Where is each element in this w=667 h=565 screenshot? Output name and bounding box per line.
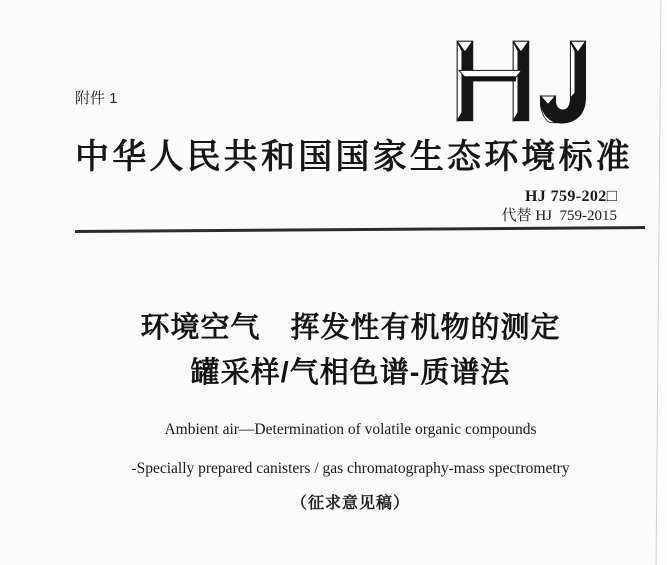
document-title-en-line2: -Specially prepared canisters / gas chromatography-mass spectrometry	[131, 460, 570, 477]
document-title-en-line1: Ambient air—Determination of volatile organic compounds	[164, 421, 537, 438]
standard-number-line	[75, 186, 617, 206]
national-standard-header: 中华人民共和国国家生态环境标准	[75, 139, 633, 176]
year-placeholder-box: □	[606, 186, 617, 205]
replaces-note: 代替 HJ 759-2015	[501, 208, 617, 224]
standard-number: HJ 759-202	[524, 188, 607, 205]
document-title-cn-line2: 罐采样/气相色谱-质谱法	[190, 357, 511, 389]
hj-logo-bevel	[459, 70, 522, 76]
document-title-cn-line1: 环境空气 挥发性有机物的测定	[140, 312, 561, 344]
hj-logo-bevel	[457, 42, 462, 121]
attachment-label: 附件 1	[75, 90, 118, 107]
hj-logo	[456, 40, 588, 126]
hj-logo-j-letter	[540, 41, 586, 124]
draft-for-comments-note: （征求意见稿）	[290, 495, 410, 512]
hj-logo-bevel	[570, 42, 575, 98]
header-divider-rule	[75, 226, 645, 233]
